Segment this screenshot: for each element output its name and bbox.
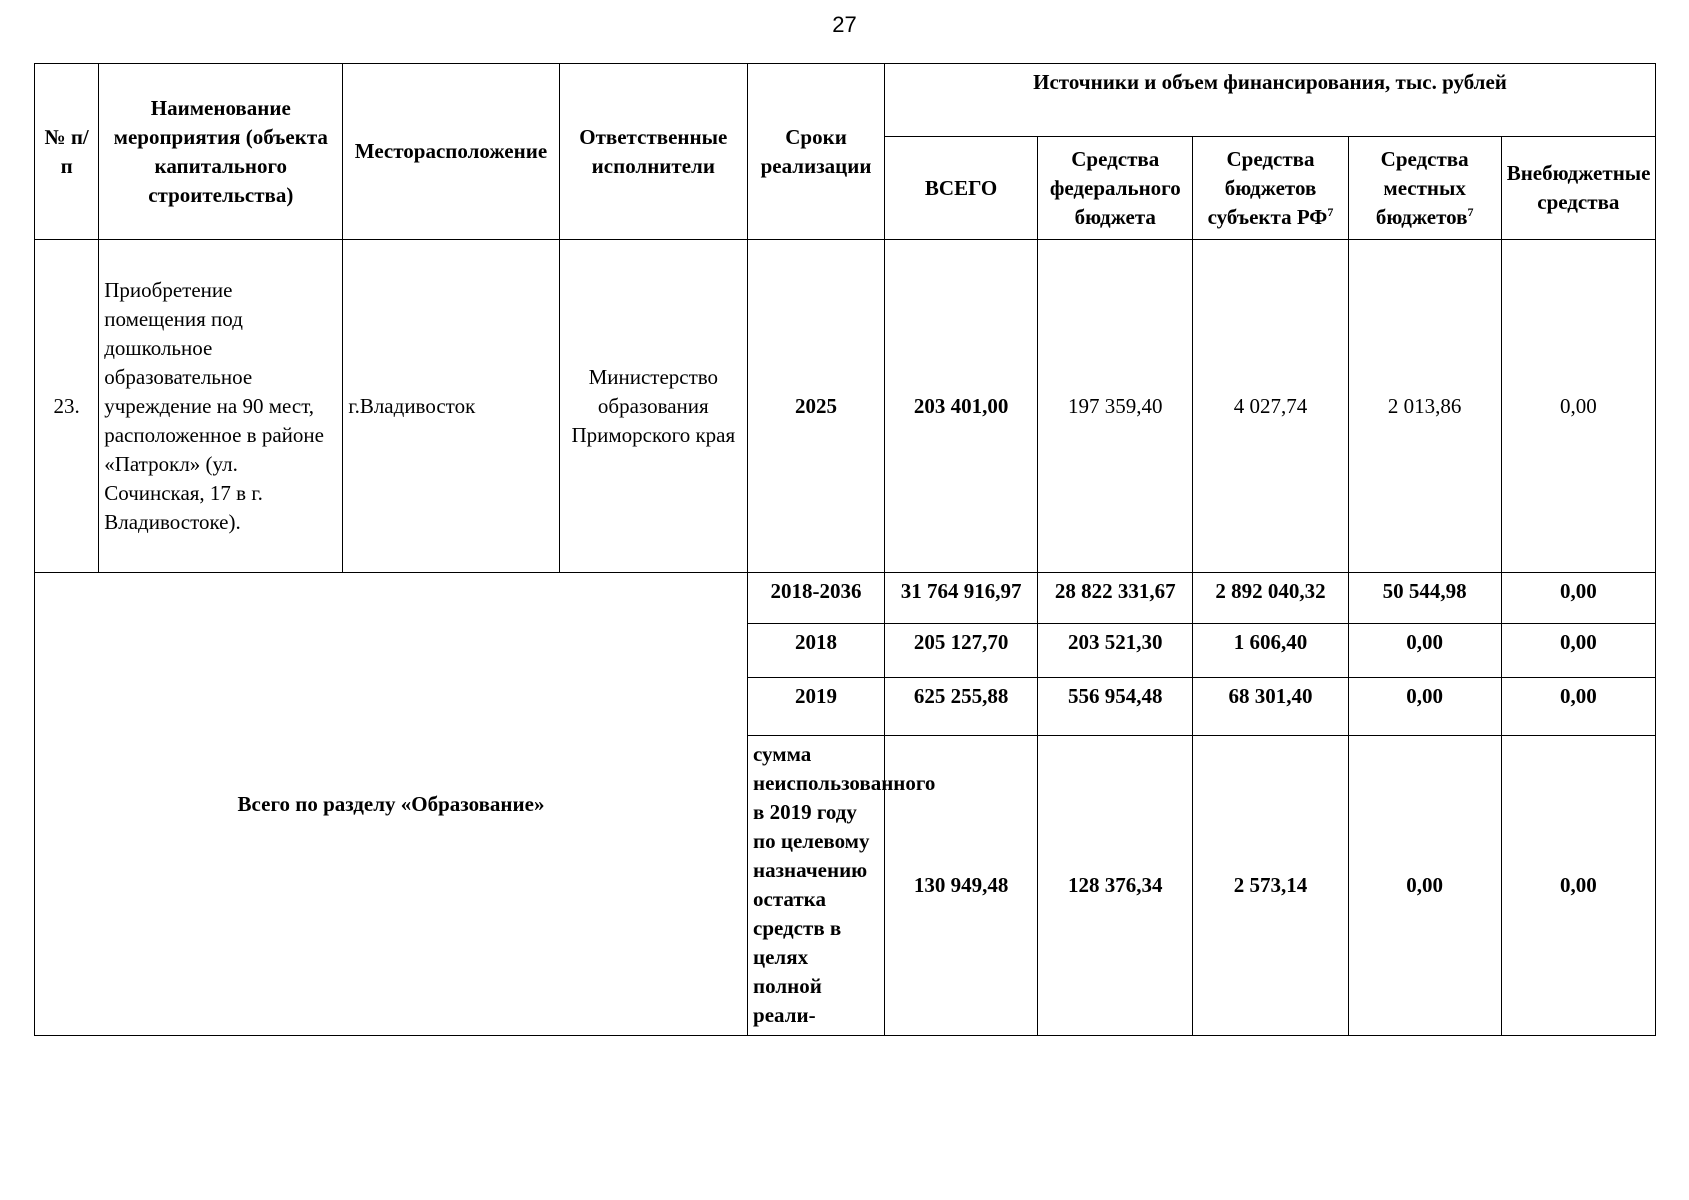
row-location: г.Владивосток — [343, 240, 559, 573]
row-subject: 4 027,74 — [1193, 240, 1348, 573]
row-extra: 0,00 — [1501, 240, 1655, 573]
total-row — [35, 573, 1656, 624]
total-extra: 0,00 — [1501, 678, 1655, 736]
header-num: № п/п — [35, 64, 99, 240]
row-num: 23. — [35, 240, 99, 573]
total-all: 205 127,70 — [885, 624, 1038, 678]
page-number: 27 — [832, 12, 857, 37]
header-local-text: Средства местных бюджетов — [1375, 146, 1469, 229]
total-all: 31 764 916,97 — [885, 573, 1038, 624]
total-term: 2019 — [748, 678, 885, 736]
header-subject-footnote: 7 — [1327, 204, 1334, 219]
header-terms: Сроки реализации — [748, 64, 885, 240]
header-local-footnote: 7 — [1467, 204, 1474, 219]
table-row — [35, 240, 1656, 573]
row-term: 2025 — [748, 240, 885, 573]
header-local — [1348, 137, 1501, 240]
header-federal: Средства федерального бюджета — [1038, 137, 1193, 240]
total-all: 130 949,48 — [885, 736, 1038, 1036]
row-federal: 197 359,40 — [1038, 240, 1193, 573]
total-subject: 2 573,14 — [1193, 736, 1348, 1036]
total-federal: 28 822 331,67 — [1038, 573, 1193, 624]
total-subject: 68 301,40 — [1193, 678, 1348, 736]
header-subject-text: Средства бюджетов субъекта РФ — [1207, 146, 1328, 229]
header-executors: Ответственные исполнители — [559, 64, 747, 240]
total-local: 0,00 — [1348, 736, 1501, 1036]
header-name: Наименование мероприятия (объекта капитального строительства) — [99, 64, 343, 240]
row-executors: Министерство образования Приморского края — [559, 240, 747, 573]
header-subject — [1193, 137, 1348, 240]
total-federal: 556 954,48 — [1038, 678, 1193, 736]
total-federal: 128 376,34 — [1038, 736, 1193, 1036]
header-location: Месторасположение — [343, 64, 559, 240]
row-name: Приобретение помещения под дошкольное образовательное учреждение на 90 мест, расположенное в районе «Патрокл» (ул. Сочинская, 17 в г. Владивостоке). — [99, 240, 343, 573]
header-extra: Внебюджетные средства — [1501, 137, 1655, 240]
total-term: 2018 — [748, 624, 885, 678]
total-local: 50 544,98 — [1348, 573, 1501, 624]
total-extra: 0,00 — [1501, 573, 1655, 624]
financing-table — [34, 63, 1656, 1036]
total-subject: 2 892 040,32 — [1193, 573, 1348, 624]
total-local: 0,00 — [1348, 678, 1501, 736]
total-all: 625 255,88 — [885, 678, 1038, 736]
header-row-1 — [35, 64, 1656, 137]
total-federal: 203 521,30 — [1038, 624, 1193, 678]
total-local: 0,00 — [1348, 624, 1501, 678]
row-total: 203 401,00 — [885, 240, 1038, 573]
total-subject: 1 606,40 — [1193, 624, 1348, 678]
header-total: ВСЕГО — [885, 137, 1038, 240]
total-extra: 0,00 — [1501, 736, 1655, 1036]
total-extra: 0,00 — [1501, 624, 1655, 678]
header-financing-group: Источники и объем финансирования, тыс. рублей — [885, 64, 1656, 137]
section-total-label: Всего по разделу «Образование» — [35, 573, 748, 1036]
total-term: сумма неиспользованного в 2019 году по целевому назначению остатка средств в целях полной реали- — [748, 736, 885, 1036]
row-local: 2 013,86 — [1348, 240, 1501, 573]
total-term: 2018-2036 — [748, 573, 885, 624]
